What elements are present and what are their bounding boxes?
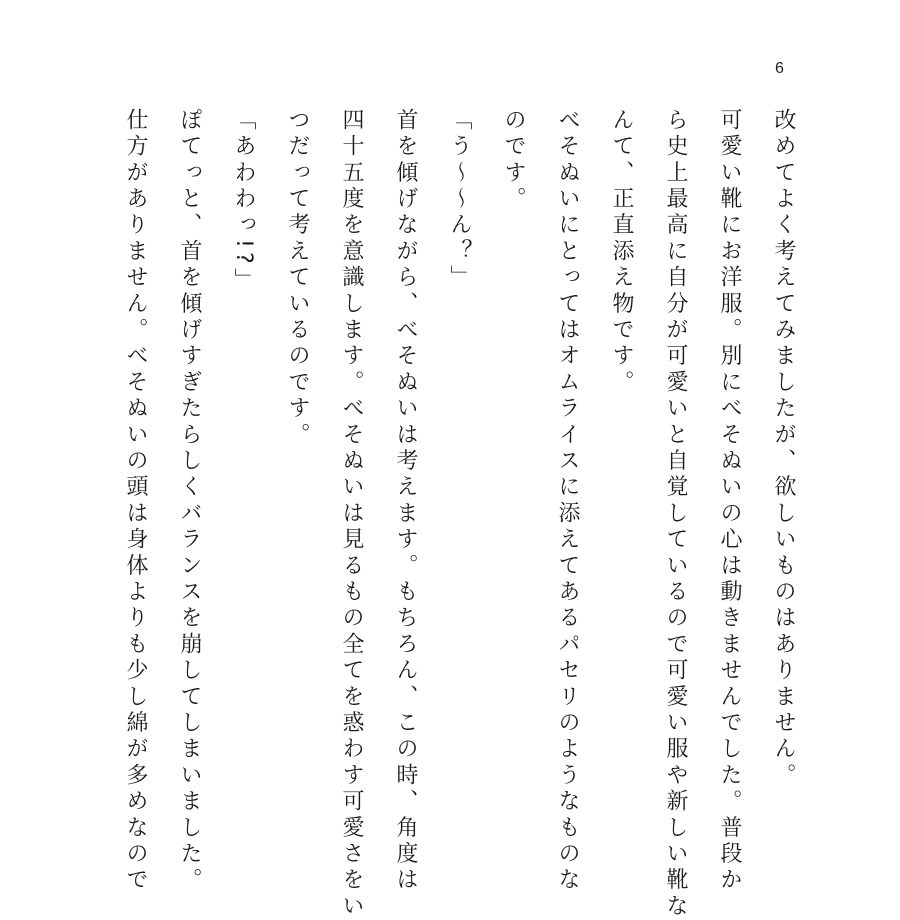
page-number: 6: [775, 60, 784, 77]
dialogue-line: 「あわわっ!?」: [231, 108, 256, 295]
dialogue-line: 「う〜〜ん？」: [447, 108, 472, 292]
text-line: べそぬいにとってはオムライスに添えてあるパセリのようなものな: [555, 108, 580, 894]
text-line: 可愛い靴にお洋服。別にべそぬいの心は動きませんでした。普段か: [717, 108, 742, 894]
text-line: のです。: [501, 108, 526, 213]
text-line: んて、正直添え物です。: [609, 108, 634, 397]
text-line: ぽてっと、首を傾げすぎたらしくバランスを崩してしまいました。: [177, 108, 202, 894]
text-line: 改めてよく考えてみましたが、欲しいものはありません。: [771, 108, 796, 790]
vertical-text-body: [108, 108, 810, 920]
text-line: 仕方がありません。べそぬいの頭は身体よりも少し綿が多めなので: [123, 108, 148, 894]
text-line: つだって考えているのです。: [285, 108, 310, 449]
text-line: 四十五度を意識します。べそぬいは見るもの全てを惑わす可愛さをい: [339, 108, 364, 920]
text-line: 首を傾げながら、べそぬいは考えます。もちろん、この時、角度は: [393, 108, 418, 894]
text-line: ら史上最高に自分が可愛いと自覚しているので可愛い服や新しい靴な: [663, 108, 688, 920]
